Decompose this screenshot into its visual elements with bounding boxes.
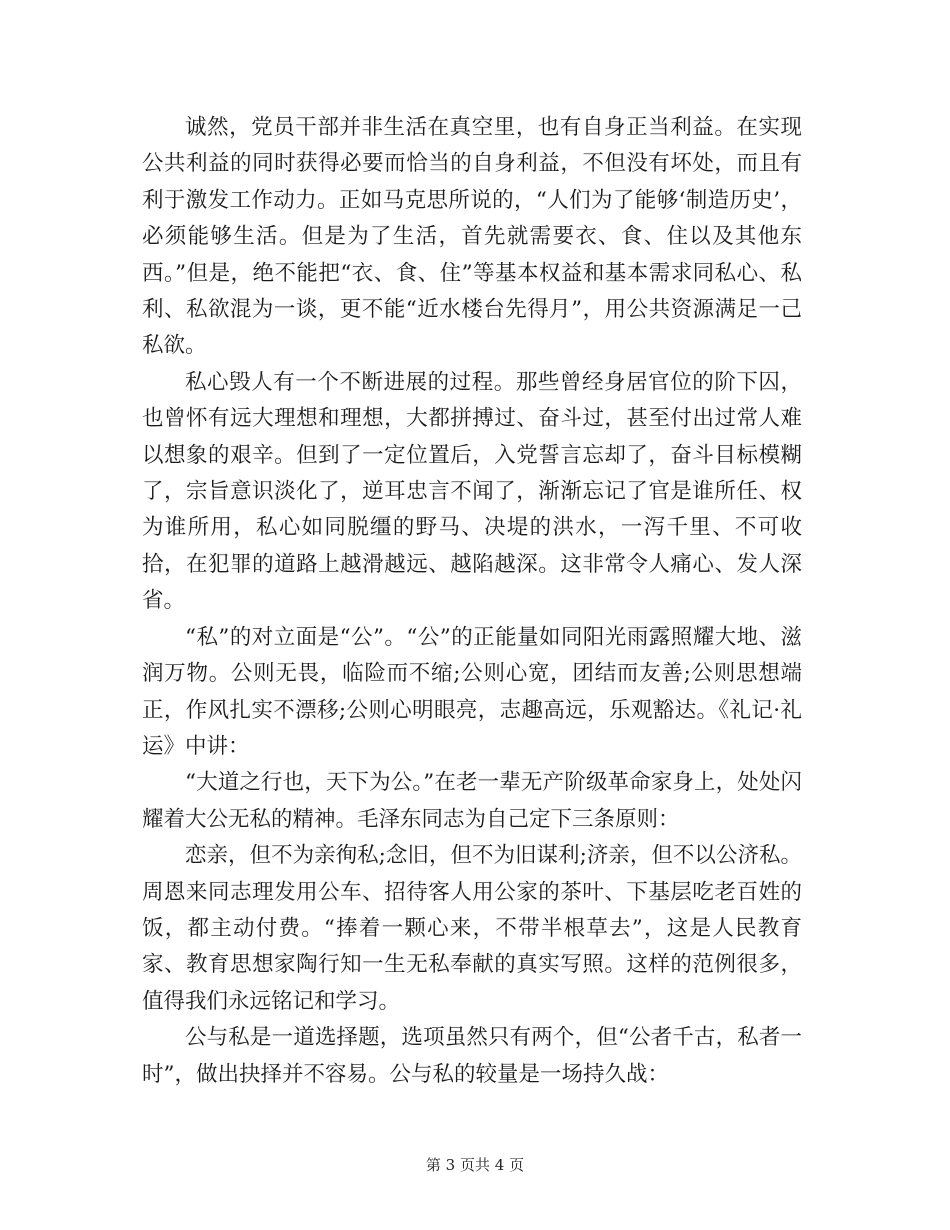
document-body [142, 110, 802, 1093]
paragraph-3: “私”的对立面是“公”。“公”的正能量如同阳光雨露照耀大地、滋润万物。公则无畏，临险而不缩;公则心宽，团结而友善;公则思想端正，作风扎实不漂移;公则心明眼亮，志趣高远，乐观豁达。《礼记·礼运》中讲： [142, 624, 802, 759]
paragraph-4: “大道之行也，天下为公。”在老一辈无产阶级革命家身上，处处闪耀着大公无私的精神。毛泽东同志为自己定下三条原则： [142, 770, 802, 832]
paragraph-6: 公与私是一道选择题，选项虽然只有两个，但“公者千古，私者一时”，做出抉择并不容易。公与私的较量是一场持久战： [142, 1025, 802, 1087]
paragraph-5: 恋亲，但不为亲徇私;念旧，但不为旧谋利;济亲，但不以公济私。周恩来同志理发用公车、招待客人用公家的茶叶、下基层吃老百姓的饭，都主动付费。“捧着一颗心来，不带半根草去”，这是人民教育家、教育思想家陶行知一生无私奉献的真实写照。这样的范例很多，值得我们永远铭记和学习。 [142, 843, 802, 1014]
paragraph-1: 诚然，党员干部并非生活在真空里，也有自身正当利益。在实现公共利益的同时获得必要而恰当的自身利益，不但没有坏处，而且有利于激发工作动力。正如马克思所说的，“人们为了能够‘制造历史’，必须能够生活。但是为了生活，首先就需要衣、食、住以及其他东西。”但是，绝不能把“衣、食、住”等基本权益和基本需求同私心、私利、私欲混为一谈，更不能“近水楼台先得月”，用公共资源满足一己私欲。 [142, 115, 802, 359]
page-number-footer: 第 3 页共 4 页 [425, 1156, 525, 1174]
paragraph-2: 私心毁人有一个不断进展的过程。那些曾经身居官位的阶下囚，也曾怀有远大理想和理想，大都拼搏过、奋斗过，甚至付出过常人难以想象的艰辛。但到了一定位置后，入党誓言忘却了，奋斗目标模糊了，宗旨意识淡化了，逆耳忠言不闻了，渐渐忘记了官是谁所任、权为谁所用，私心如同脱缰的野马、决堤的洪水，一泻千里、不可收拾，在犯罪的道路上越滑越远、越陷越深。这非常令人痛心、发人深省。 [142, 369, 802, 614]
